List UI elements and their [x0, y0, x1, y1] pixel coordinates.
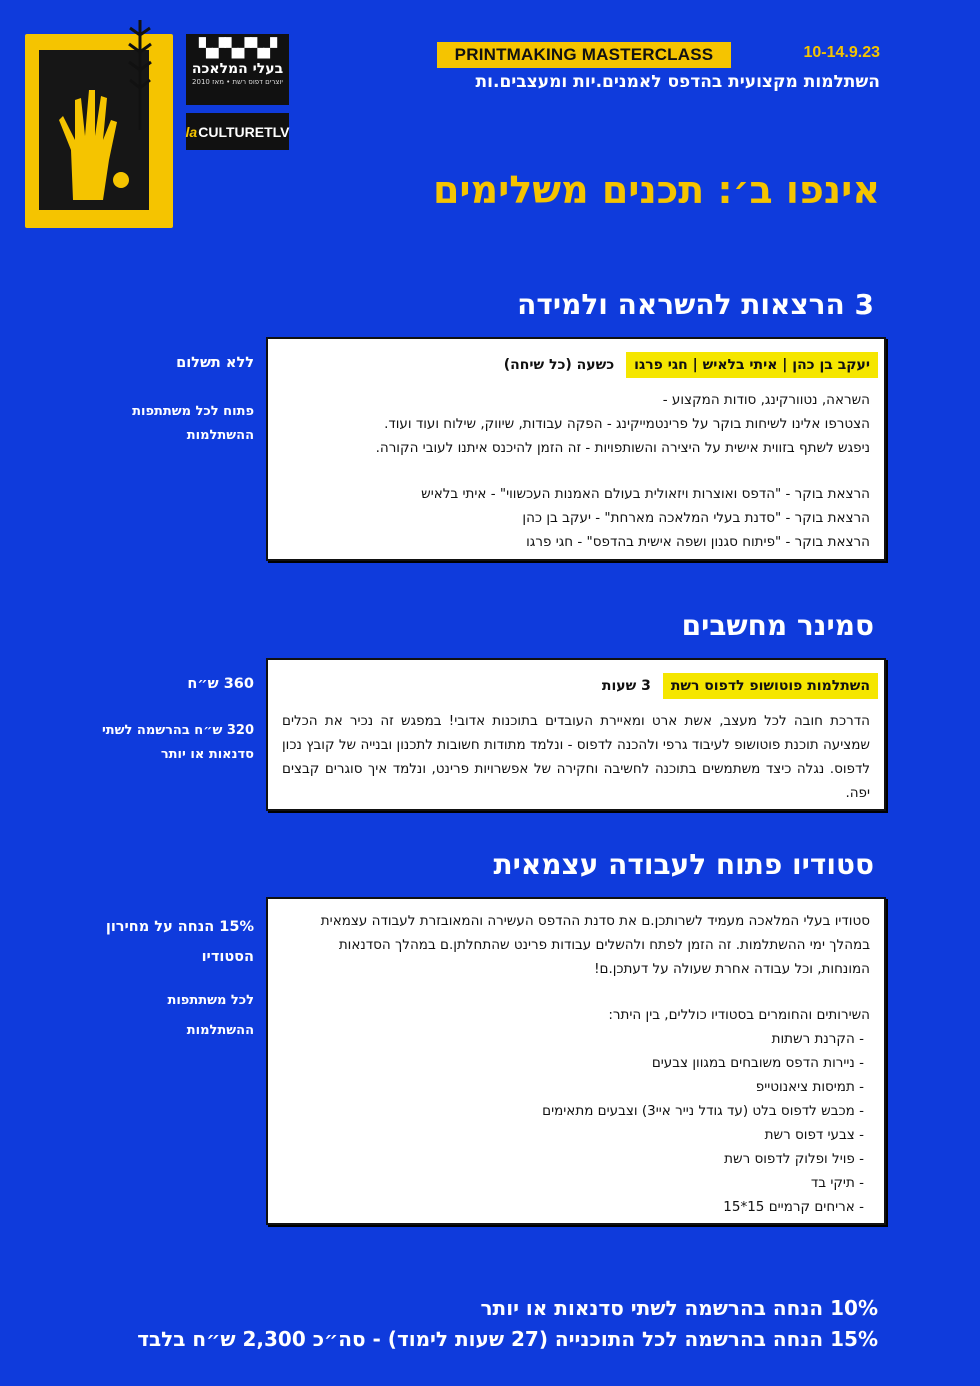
list-item: - תמיסות ציאנוטייפ	[282, 1075, 870, 1099]
lectures-paragraph: הצטרפו אלינו לשיחות בוקר על פרינטמייקינג - הפקה עבודות, שיווק, שילוח ועוד ועוד.	[384, 416, 870, 432]
seminar-duration: 3 שעות	[601, 678, 651, 694]
culture-la: la	[185, 123, 198, 140]
list-item: - אריחים קרמיים 15*15	[282, 1195, 870, 1219]
seminar-box	[266, 658, 886, 811]
lecture-item: הרצאת בוקר - "הדפס ואוצרות ויזאולית בעולם האמנות העכשווי" - איתי בלאיש	[421, 486, 870, 502]
page-title: אינפו ב׳: תכנים משלימים	[432, 168, 880, 212]
lectures-paragraph: ניפגש לשתף בזווית אישית על היצירה והשותפויות - זה הזמן להיכנס איתנו לעובי הקורה.	[375, 440, 870, 456]
studio-body	[268, 899, 884, 1227]
wordmark-glyphs: ▞▚▞▚▞▚	[198, 38, 277, 59]
list-item: - ניירות הדפס משובחים במגוון צבעים	[282, 1051, 870, 1075]
seminar-price-info	[100, 673, 254, 767]
lectures-paragraph: השראה, נטוורקינג, סודות המקצוע -	[662, 392, 870, 408]
seminar-body	[268, 701, 884, 813]
section-title-seminar: סמינר מחשבים	[681, 609, 874, 642]
section-title-lectures: 3 הרצאות להשראה ולמידה	[517, 288, 874, 321]
studio-list-intro: השירותים והחומרים בסטודיו כוללים, בין היתר:	[608, 1007, 870, 1023]
studio-discount: 15% הנחה על מחירון הסטודיו	[105, 919, 254, 965]
lectures-price: ללא תשלום	[176, 355, 254, 371]
studio-price-info	[100, 912, 254, 1046]
masterclass-tag: PRINTMAKING MASTERCLASS	[437, 42, 731, 68]
wordmark-name: בעלי המלאכה	[191, 61, 284, 77]
culture-rest: CULTURETLV	[198, 123, 290, 140]
la-culture-tlv-logo	[186, 113, 289, 150]
section-title-studio: סטודיו פתוח לעבודה עצמאית	[493, 848, 874, 881]
lecture-duration: כשעה (כל שיחה)	[503, 357, 615, 373]
seminar-box-header	[268, 671, 878, 701]
studio-logo	[25, 34, 173, 228]
event-dates: 10-14.9.23	[803, 44, 880, 61]
discount-full-program: 15% הנחה בהרשמה לכל התוכנייה (27 שעות לימוד) - סה״כ 2,300 ש״ח בלבד	[137, 1327, 878, 1351]
pricing-footer	[78, 1293, 878, 1355]
studio-paragraph: סטודיו בעלי המלאכה מעמיד לשרותכן.ם את סדנת ההדפס העשירה והמאובזרת לעבודה עצמאית במהלך ימי ההשתלמות. זה הזמן לפתח ולהשלים עבודות פרינט שהתחלתן.ם במהלך הסדנאות המונחות, וכל עבודה אחרת שעולה על דעתכן.ם!	[320, 913, 870, 977]
list-item: - פויל ופלוק לדפוס רשת	[282, 1147, 870, 1171]
wordmark-subtitle: יוצרים דפוס רשת • מאז 2010	[192, 78, 283, 86]
lecture-item: הרצאת בוקר - "פיתוח סגנון ושפה אישית בהדפס" - חגי פרגו	[526, 534, 870, 550]
studio-note: לכל משתתפות ההשתלמות	[167, 993, 254, 1038]
seminar-note: 320 ש״ח בהרשמה לשתי סדנאות או יותר	[101, 723, 254, 762]
hand-icon	[45, 80, 135, 204]
discount-two-workshops: 10% הנחה בהרשמה לשתי סדנאות או יותר	[480, 1296, 878, 1320]
list-item: - מכבש לדפוס בלט (עד גודל נייר איי3) וצבעים מתאימים	[282, 1099, 870, 1123]
lectures-note: פתוח לכל משתתפות ההשתלמות	[132, 404, 254, 443]
seminar-paragraph: הדרכת חובה לכל מעצב, אשת ארט ומאיירת העובדים בתוכנות אדובי! במפגש זה נכיר את הכלים שמציעה תוכנת פוטושופ לעיבוד גרפי ולהכנה לדפוס - ונלמד מתודות חשובות לתכנון ובנייה של קובץ נכון לדפוס. נגלה כיצד משתמשים בתוכנה לחשיבה וחקירה של אפשרויות פרינט, ונלמד איך סוגרים קבצים יפה.	[282, 713, 870, 801]
seminar-highlight: השתלמות פוטושופ לדפוס רשת	[663, 673, 878, 699]
list-item: - הקרנת רשתות	[282, 1027, 870, 1051]
seminar-price: 360 ש״ח	[187, 676, 254, 692]
lectures-body	[268, 380, 884, 562]
lectures-box-header	[268, 350, 878, 380]
lecturers-highlight: יעקב בן כהן | איתי בלאיש | חגי פרגו	[626, 352, 878, 378]
page-subtitle: השתלמות מקצועית בהדפס לאמנים.יות ומעצבים.ות	[475, 72, 880, 92]
baalei-hamelacha-logo	[186, 34, 289, 105]
studio-box	[266, 897, 886, 1225]
plant-stem-icon	[125, 20, 155, 130]
lectures-price-info	[100, 352, 254, 448]
list-item: - תיקי בד	[282, 1171, 870, 1195]
lecture-item: הרצאת בוקר - "סדנת בעלי המלאכה מארחת" - יעקב בן כהן	[522, 510, 870, 526]
list-item: - צבעי דפוס רשת	[282, 1123, 870, 1147]
lectures-box	[266, 337, 886, 561]
studio-services-list	[282, 1027, 870, 1219]
